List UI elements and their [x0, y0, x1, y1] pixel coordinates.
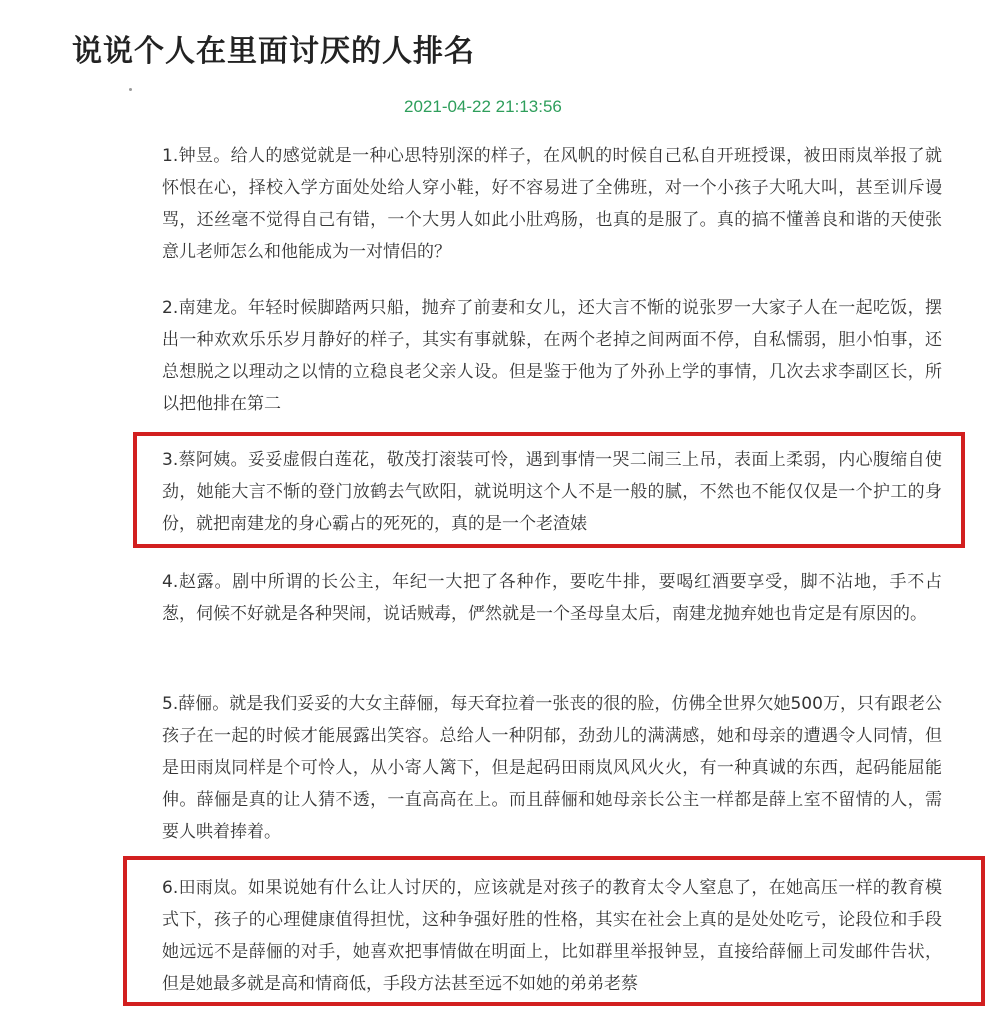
list-item-3: 3.蔡阿姨。妥妥虚假白莲花，敬茂打滚装可怜，遇到事情一哭二闹三上吊，表面上柔弱，内心腹缩自使劲，她能大言不惭的登门放鹤去气欧阳，就说明这个人不是一般的腻，不然也不能仅仅是一个护工的身份，就把南建龙的身心霸占的死死的，真的是一个老渣婊 — [162, 450, 942, 534]
divider-dot — [129, 88, 132, 91]
list-item-2: 2.南建龙。年轻时候脚踏两只船，抛弃了前妻和女儿，还大言不惭的说张罗一大家子人在一起吃饭，摆出一种欢欢乐乐岁月静好的样子，其实有事就躲，在两个老掉之间两面不停，自私懦弱，胆小怕事，还总想脱之以理动之以情的立稳良老父亲人设。但是鉴于他为了外孙上学的事情，几次去求李副区长，所以把他排在第二 — [162, 298, 942, 414]
article-title: 说说个人在里面讨厌的人排名 — [72, 34, 475, 69]
list-item-1: 1.钟昱。给人的感觉就是一种心思特别深的样子，在风帆的时候自己私自开班授课，被田雨岚举报了就怀恨在心，择校入学方面处处给人穿小鞋，好不容易进了全佛班，对一个小孩子大吼大叫，甚至训斥谩骂，还丝毫不觉得自己有错，一个大男人如此小肚鸡肠，也真的是服了。真的搞不懂善良和谐的天使张意儿老师怎么和他能成为一对情侣的？ — [162, 146, 942, 262]
list-item-6: 6.田雨岚。如果说她有什么让人讨厌的，应该就是对孩子的教育太令人窒息了，在她高压一样的教育模式下，孩子的心理健康值得担忧，这种争强好胜的性格，其实在社会上真的是处处吃亏，论段位和手段她远远不是薛俪的对手，她喜欢把事情做在明面上，比如群里举报钟昱，直接给薛俪上司发邮件告状，但是她最多就是高和情商低，手段方法甚至远不如她的弟弟老蔡 — [162, 878, 942, 994]
list-item-4: 4.赵露。剧中所谓的长公主，年纪一大把了各种作，要吃牛排，要喝红酒要享受，脚不沾地，手不占葱，伺候不好就是各种哭闹，说话贼毒，俨然就是一个圣母皇太后，南建龙抛弃她也肯定是有原因的。 — [162, 572, 942, 624]
list-item-5: 5.薛俪。就是我们妥妥的大女主薛俪，每天耷拉着一张丧的很的脸，仿佛全世界欠她500万，只有跟老公孩子在一起的时候才能展露出笑容。总给人一种阴郁，劲劲儿的满满感，她和母亲的遭遇令人同情，但是田雨岚同样是个可怜人，从小寄人篱下，但是起码田雨岚风风火火，有一种真诚的东西，起码能屈能伸。薛俪是真的让人猜不透，一直高高在上。而且薛俪和她母亲长公主一样都是薛上室不留情的人，需要人哄着捧着。 — [162, 694, 942, 842]
publish-date: 2021-04-22 21:13:56 — [404, 97, 562, 116]
